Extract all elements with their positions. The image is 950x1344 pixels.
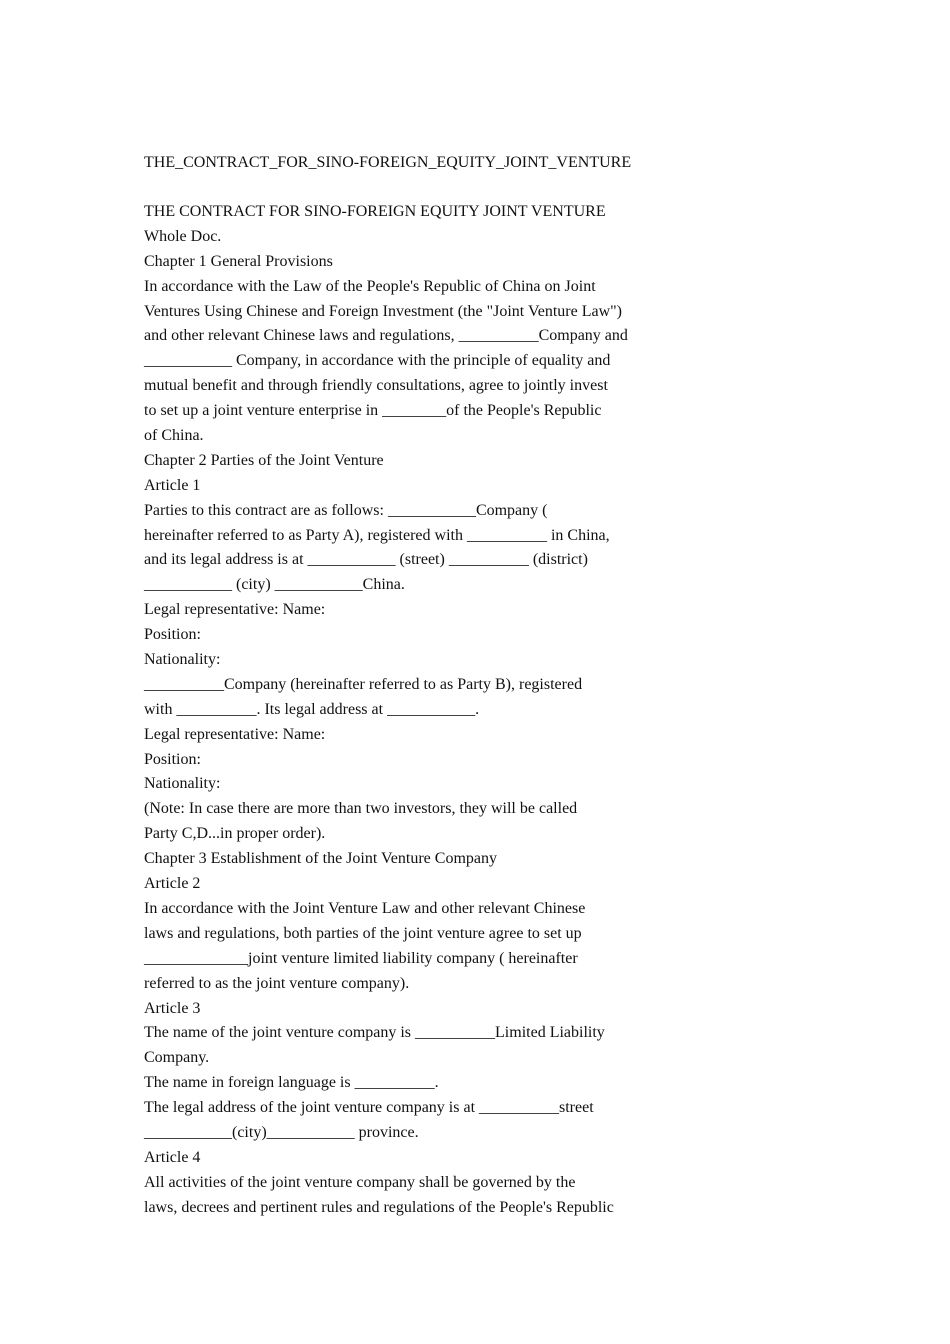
- doc-line: and other relevant Chinese laws and regulations, __________Company and: [144, 327, 628, 345]
- chapter-heading: Chapter 2 Parties of the Joint Venture: [144, 451, 384, 469]
- doc-line: ___________ (city) ___________China.: [144, 576, 405, 594]
- doc-line: hereinafter referred to as Party A), registered with __________ in China,: [144, 526, 610, 544]
- chapter-heading: Chapter 1 General Provisions: [144, 252, 333, 270]
- doc-line: mutual benefit and through friendly consultations, agree to jointly invest: [144, 377, 608, 395]
- doc-line: Nationality:: [144, 775, 221, 793]
- doc-line: Position:: [144, 750, 201, 768]
- doc-line: Legal representative: Name:: [144, 725, 326, 743]
- doc-line: Company.: [144, 1049, 210, 1067]
- doc-line: referred to as the joint venture company).: [144, 974, 410, 992]
- article-heading: Article 4: [144, 1148, 201, 1166]
- doc-line: Party C,D...in proper order).: [144, 825, 326, 843]
- doc-line: Whole Doc.: [144, 227, 222, 245]
- doc-line: All activities of the joint venture company shall be governed by the: [144, 1173, 576, 1191]
- doc-line: laws and regulations, both parties of the joint venture agree to set up: [144, 924, 582, 942]
- doc-line: In accordance with the Joint Venture Law and other relevant Chinese: [144, 899, 586, 917]
- doc-line: Parties to this contract are as follows: ___________Company (: [144, 501, 548, 519]
- document-file-title: THE_CONTRACT_FOR_SINO-FOREIGN_EQUITY_JOINT_VENTURE: [144, 154, 632, 171]
- article-heading: Article 2: [144, 875, 201, 893]
- doc-line: __________Company (hereinafter referred to as Party B), registered: [144, 675, 583, 693]
- doc-line: _____________joint venture limited liability company ( hereinafter: [144, 949, 578, 967]
- doc-line: ___________(city)___________ province.: [144, 1123, 419, 1141]
- doc-line: The name of the joint venture company is __________Limited Liability: [144, 1024, 605, 1042]
- doc-line: The legal address of the joint venture company is at __________street: [144, 1099, 594, 1117]
- doc-line: of China.: [144, 427, 204, 445]
- doc-line: and its legal address is at ___________ (street) __________ (district): [144, 551, 588, 569]
- doc-heading: THE CONTRACT FOR SINO-FOREIGN EQUITY JOINT VENTURE: [144, 203, 606, 220]
- doc-line: Position:: [144, 626, 201, 644]
- doc-line: Ventures Using Chinese and Foreign Investment (the "Joint Venture Law"): [144, 302, 623, 320]
- doc-line: The name in foreign language is __________.: [144, 1074, 439, 1092]
- article-heading: Article 3: [144, 999, 201, 1017]
- doc-line: with __________. Its legal address at ___________.: [144, 700, 480, 718]
- doc-line: to set up a joint venture enterprise in ________of the People's Republic: [144, 402, 602, 420]
- doc-line: (Note: In case there are more than two investors, they will be called: [144, 800, 578, 818]
- document-body: [144, 200, 704, 1221]
- chapter-heading: Chapter 3 Establishment of the Joint Venture Company: [144, 850, 497, 868]
- doc-line: In accordance with the Law of the People's Republic of China on Joint: [144, 277, 596, 295]
- article-heading: Article 1: [144, 476, 201, 494]
- doc-line: ___________ Company, in accordance with the principle of equality and: [144, 352, 611, 370]
- doc-line: Legal representative: Name:: [144, 601, 326, 619]
- doc-line: laws, decrees and pertinent rules and regulations of the People's Republic: [144, 1198, 614, 1216]
- doc-line: Nationality:: [144, 651, 221, 669]
